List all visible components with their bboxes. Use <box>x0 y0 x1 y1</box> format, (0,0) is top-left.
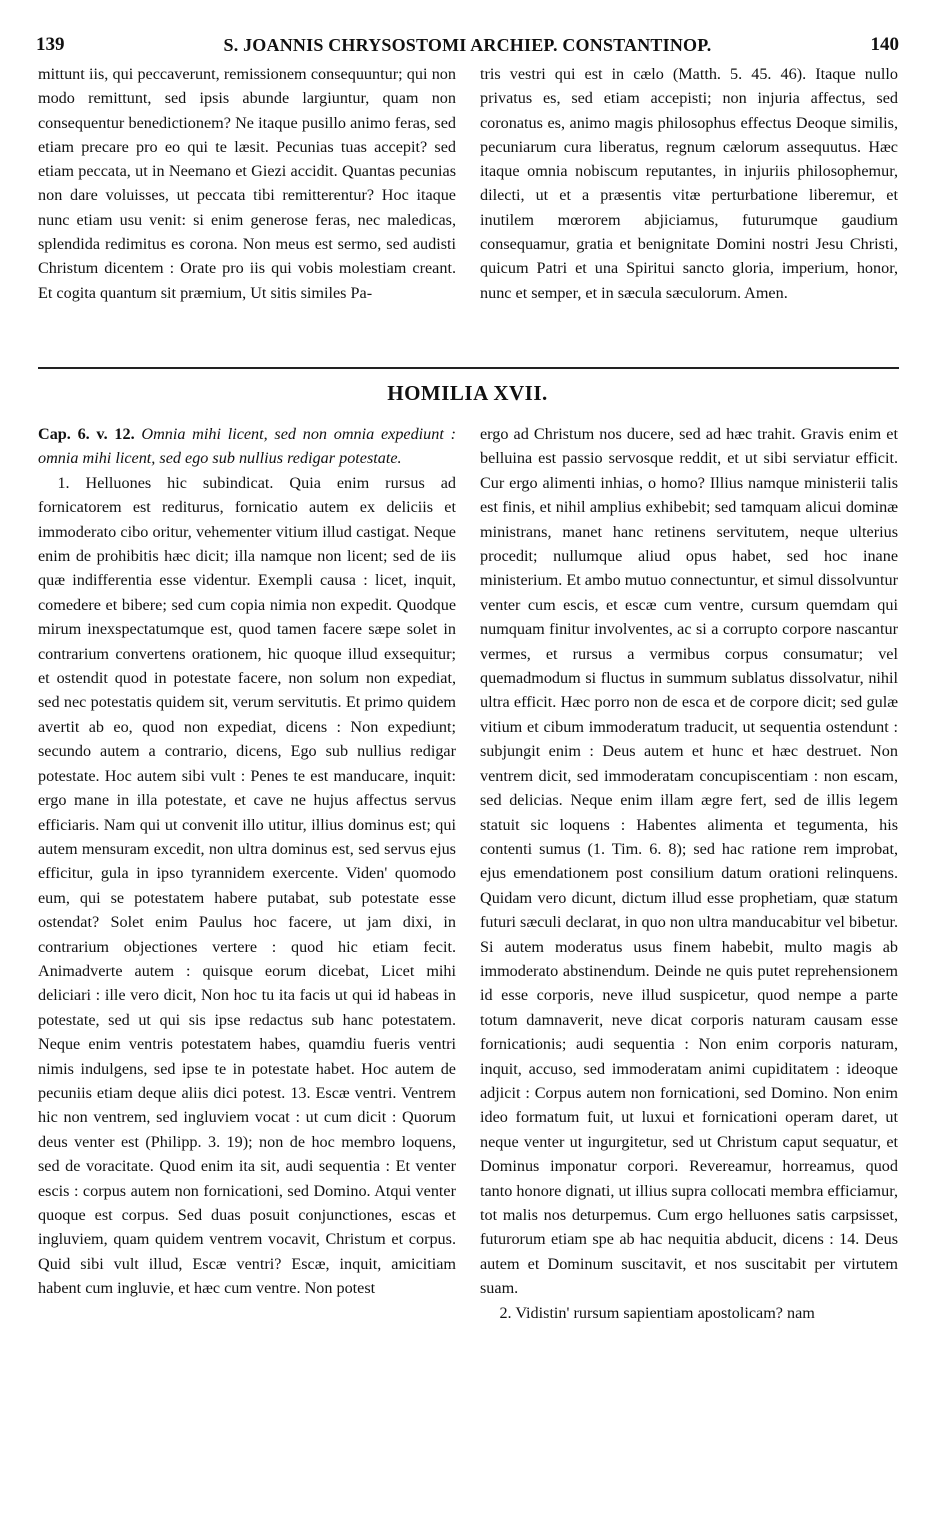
top-left-text: mittunt iis, qui peccaverunt, remissionem consequuntur; qui non modo remittunt, sed ipsis abunde largiuntur, quam non consequentur benedictionem? Ne itaque pusillo animo feras, sed etiam precare pro eo qui te læsit. Pecunias tuas accepit? sed etiam peccata, ut in Neemano et Giezi accidit. Quantas pecunias non dare voluisses, ut peccata tibi remitterentur? Hoc itaque nunc etiam usu venit: si enim generose feras, nec maledicas, splendida redimitus es corona. Non meus est sermo, sed audisti Christum dicentem : Orate pro iis qui vobis molestiam creant. Et cogita quantum sit præmium, Ut sitis similes Pa- <box>38 65 456 302</box>
bottom-right-column <box>480 422 898 1325</box>
running-title: S. JOANNIS CHRYSOSTOMI ARCHIEP. CONSTANTINOP. <box>223 35 712 55</box>
bottom-left-column <box>38 422 456 1301</box>
paragraph-1: 1. Helluones hic subindicat. Quia enim rursus ad fornicatorem est rediturus, fornicatio autem ex deliciis et immoderato cibo oritur, vehementer vitium illud castigat. Neque enim de prohibitis hæc dicit; illa namque non licent; sed de iis quæ indifferentia esse videntur. Exempli causa : licet, inquit, comedere et bibere; sed cum copia nimia non expedit. Quodque mirum inexspectatumque est, quod tamen facere sæpe solet in contrarium convertens orationem, hic quoque illud exsequitur; et ostendit quod in potestate facere, non solum non expediat, sed nec potestatis quidem sit, verum servitutis. Et primo quidem avertit ab eo, quod non expediat, dicens : Non expediunt; secundo autem a contrario, dicens, Ego sub nullius redigar potestate. Hoc autem sibi vult : Penes te est manducare, inquit: ergo mane in illa potestate, et cave ne hujus affectus servus efficiaris. Nam qui ut convenit illo utitur, illius dominus est; qui autem mensuram excedit, non ultra dominus est, sed servus ejus efficitur, gula in ipso tyrannidem exercente. Viden' quomodo eum, qui se potestatem habere putabat, sub potestate esse ostendat? Solet enim Paulus hoc facere, ut jam dixi, in contrarium objectiones vertere : quod hic etiam fecit. Animadverte autem : quisque eorum dicebat, Licet mihi deliciari : ille vero dicit, Non hoc tu ita facis ut qui id habeas in potestate, sed ut qui sis ipse redactus sub hanc potestatem. Neque enim ventris potestatem habes, quamdiu fueris ventri nimis indulgens, sed ipse te in potestate habet. Hoc autem de pecuniis etiam deque aliis dici potest. 13. Escæ ventri. Ventrem hic non ventrem, sed ingluviem vocat : ut cum dicit : Quorum deus venter est (Philipp. 3. 19); non de hoc membro loquens, sed de voracitate. Quod enim ita sit, audi sequentia : Et venter escis : corpus autem non fornicationi, sed Domino. Atqui venter quoque est corpus. Sed duas posuit conjunctiones, escas et ingluviem, quam quidem ventrem vocavit, Christum et corpus. Quid sibi vult illud, Escæ ventri? Escæ, inquit, amicitiam habent cum ingluvie, et hæc cum ventre. Non potest <box>38 473 456 1298</box>
running-head <box>36 34 899 60</box>
paragraph-1-continued: ergo ad Christum nos ducere, sed ad hæc trahit. Gravis enim et belluina est passio servosque reddit, et ut sibi serviatur efficit. Cur ergo alimenti inhias, o homo? Illius namque ministerii talis est finis, et nihil amplius exhibebit; sed tamquam alicui dominæ ministrans, manet hanc retinens servitutem, neque ulterius procedit; nullumque aliud opus habet, sed hoc inane ministerium. Et ambo mutuo connectuntur, et simul dissolvuntur venter cum escis, et escæ cum ventre, cursum quemdam qui numquam finitur involventes, ac si a corrupto corpore nascantur vermes, et rursus a vermibus corpus consumatur; vel quemadmodum si fluctus in summum sublatus dissolvatur, nihil ultra efficit. Hæc porro non de esca et de corpore dicit; sed gulæ vitium et cibum immoderatum traducit, ut sequentia ostendunt : subjungit enim : Deus autem et hunc et hæc destruet. Non ventrem dicit, sed immoderatam concupiscentiam : non escam, sed delicias. Neque enim illam ægre fert, sed de illis legem statuit sic loquens : Habentes alimenta et tegumenta, his contenti sumus (1. Tim. 6. 8); sed hac ratione rem improbat, ejus emendationem post consilium datum orationi relinquens. Quidam vero dicunt, dictum illud esse prophetiam, quæ statum futuri sæculi declarat, in quo non ultra manducabitur vel bibetur. Si autem moderatus usus finem habebit, multo magis ab immoderato abstinendum. Deinde ne quis putet reprehensionem id esse corporis, neve illud suspicetur, quod nempe a parte totum damnaverit, neve dicat corporis naturam causam esse fornicationis; audi sequentia : Non enim corporis naturam, inquit, accuso, sed immoderatam animi cupiditatem : ideoque adjicit : Corpus autem non fornicationi, sed Domino. Non enim ideo formatum fuit, ut luxui et fornicationi operam daret, ut neque venter ut ingurgitetur, sed ut Christum caput sequatur, et Dominus imponatur corpori. Revereamur, horreamus, quod tanto honore dignati, ut illius supra collocati membra efficiamur, tot malis nos deturpemus. Cum ergo helluones satis carpsisset, futurorum etiam spe ab hac nequitia abducit, dicens : 14. Deus autem et Dominum suscitavit, et nos suscitabit per virtutem suam. <box>480 425 899 1298</box>
paragraph-2: 2. Vidistin' rursum sapientiam apostolicam? nam <box>499 1303 815 1322</box>
chapter-label: Cap. 6. v. 12. <box>38 425 135 443</box>
section-divider <box>38 367 899 369</box>
top-left-column <box>38 62 456 305</box>
chapter-text: Omnia mihi licent, sed non omnia expediunt : omnia mihi licent, sed ego sub nullius redigar potestate. <box>38 425 456 468</box>
top-right-column <box>480 62 898 305</box>
homily-title: HOMILIA XVII. <box>387 381 548 405</box>
page-number-left: 139 <box>36 34 65 55</box>
chapter-heading <box>38 422 456 471</box>
top-right-text: tris vestri qui est in cælo (Matth. 5. 45. 46). Itaque nullo privatus es, sed etiam accepisti; non injuria affectus, sed coronatus es, animo magis philosophus effectus Deoque similis, pecuniarum cura liberatus, regnum cælorum assequutus. Hæc itaque omnia nobiscum reputantes, in injuriis philosophemur, dilecti, ut et a præsentis vitæ perturbatione liberemur, et inutilem mœrorem abjiciamus, futurumque gaudium consequamur, gratia et benignitate Domini nostri Jesu Christi, quicum Patri et una Spiritui sancto gloria, imperium, honor, nunc et semper, et in sæcula sæculorum. Amen. <box>480 65 898 302</box>
page-number-right: 140 <box>870 34 899 55</box>
